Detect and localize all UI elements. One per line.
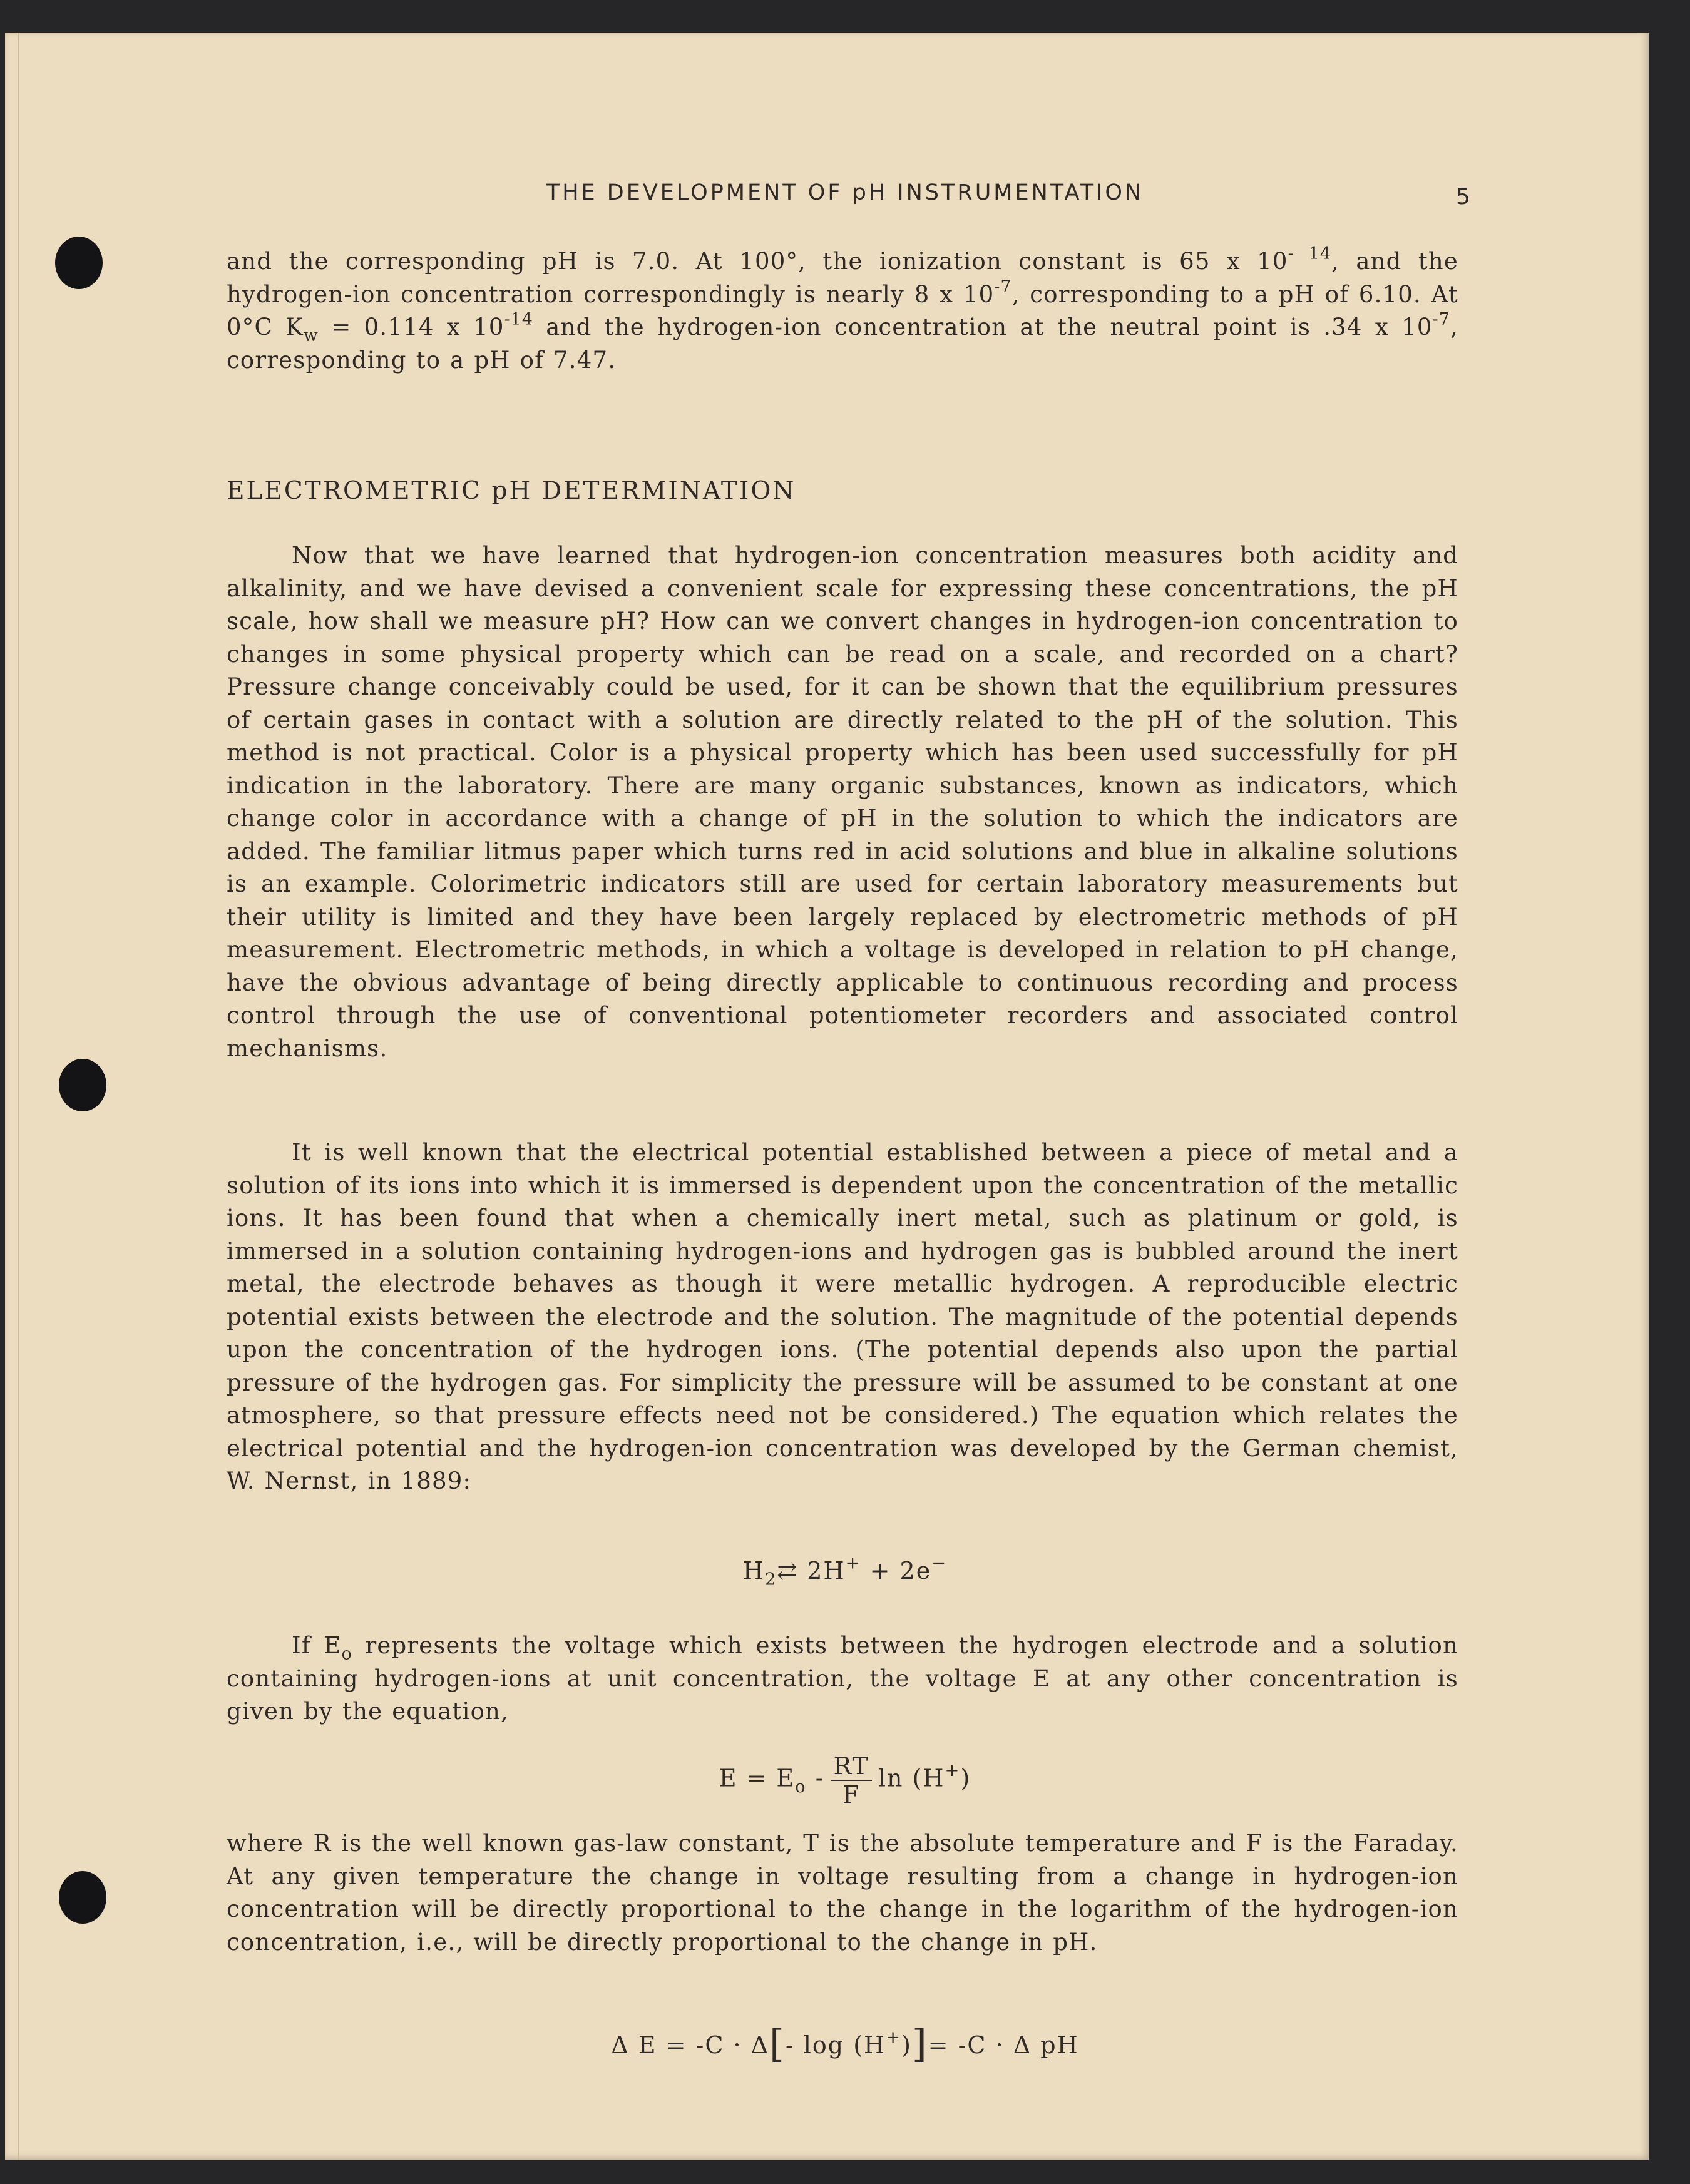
running-header: THE DEVELOPMENT OF pH INSTRUMENTATION: [546, 180, 1144, 205]
equation-delta-ph: Δ E = -C · Δ[- log (H+)]= -C · Δ pH: [611, 2023, 1079, 2066]
paragraph-gas-law: where R is the well known gas-law constant, T is the absolute temperature and F is the Faraday. At any given temperature the change in voltage resulting from a change in hydrogen-ion concentration will be directly proportional to the change in the logarithm of the hydrogen-ion concentration, i.e., will be directly proportional to the change in pH.: [227, 1830, 1458, 1956]
paragraph-electrode-potential: It is well known that the electrical potential established between a piece of metal and a solution of its ions into which it is immersed is dependent upon the concentration of the metallic ions. It has been found that when a chemically inert metal, such as platinum or gold, is immersed in a solution containing hydrogen-ions and hydrogen gas is bubbled around the inert metal, the electrode behaves as though it were metallic hydrogen. A reproducible electric potential exists between the electrode and the solution. The magnitude of the potential depends upon the concentration of the hydrogen ions. (The potential depends also upon the partial pressure of the hydrogen gas. For simplicity the pressure will be assumed to be constant at one atmosphere, so that pressure effects need not be considered.) The equation which relates the electrical potential and the hydrogen-ion concentration was developed by the German chemist, W. Nernst, in 1889:: [227, 1139, 1458, 1494]
equation-nernst: $E = E_o$ - $\frac{RT}{F}$ ln (H+): [719, 1752, 971, 1809]
equation-hydrogen-reaction: $H_2⇄$ 2H+ + 2e−: [742, 1553, 948, 1590]
section-heading: ELECTROMETRIC pH DETERMINATION: [227, 477, 796, 505]
paragraph-intro: and the corresponding pH is 7.0. At 100°, the ionization constant is 65 x $10^{- 14}$, and the hydrogen-ion concentration correspondingly is nearly 8 x $10^{-7}$, corresponding to a pH of 6.10. At 0°C $K_w = 0.114$ x $10^{-14}$ and the hydrogen-ion concentration at the neutral point is .34 x $10^{-7}$, corresponding to a pH of 7.47.: [227, 244, 1458, 374]
binder-hole: [59, 1871, 106, 1924]
paragraph-measurement: Now that we have learned that hydrogen-ion concentration measures both acidity and alkalinity, and we have devised a convenient scale for expressing these concentrations, the pH scale, how shall we measure pH? How can we convert changes in hydrogen-ion concentration to changes in some physical property which can be read on a scale, and recorded on a chart? Pressure change conceivably could be used, for it can be shown that the equilibrium pressures of certain gases in contact with a solution are directly related to the pH of the solution. This method is not practical. Color is a physical property which has been used successfully for pH indication in the laboratory. There are many organic substances, known as indicators, which change color in accordance with a change of pH in the solution to which the indicators are added. The familiar litmus paper which turns red in acid solutions and blue in alkaline solutions is an example. Colorimetric indicators still are used for certain laboratory measurements but their utility is limited and they have been largely replaced by electrometric methods of pH measurement. Electrometric methods, in which a voltage is developed in relation to pH change, have the obvious advantage of being directly applicable to continuous recording and process control through the use of conventional potentiometer recorders and associated control mechanisms.: [227, 542, 1458, 1062]
binder-hole: [55, 237, 103, 289]
paragraph-eo: If $E_o$ represents the voltage which exists between the hydrogen electrode and a solution containing hydrogen-ions at unit concentration, the voltage E at any other concentration is given by the equation,: [227, 1632, 1458, 1725]
fraction-rt-over-f: $\frac{RT}{F}$: [831, 1752, 872, 1809]
page-edge: [18, 33, 19, 2160]
page-number: 5: [1456, 184, 1470, 210]
binder-hole: [59, 1059, 106, 1111]
